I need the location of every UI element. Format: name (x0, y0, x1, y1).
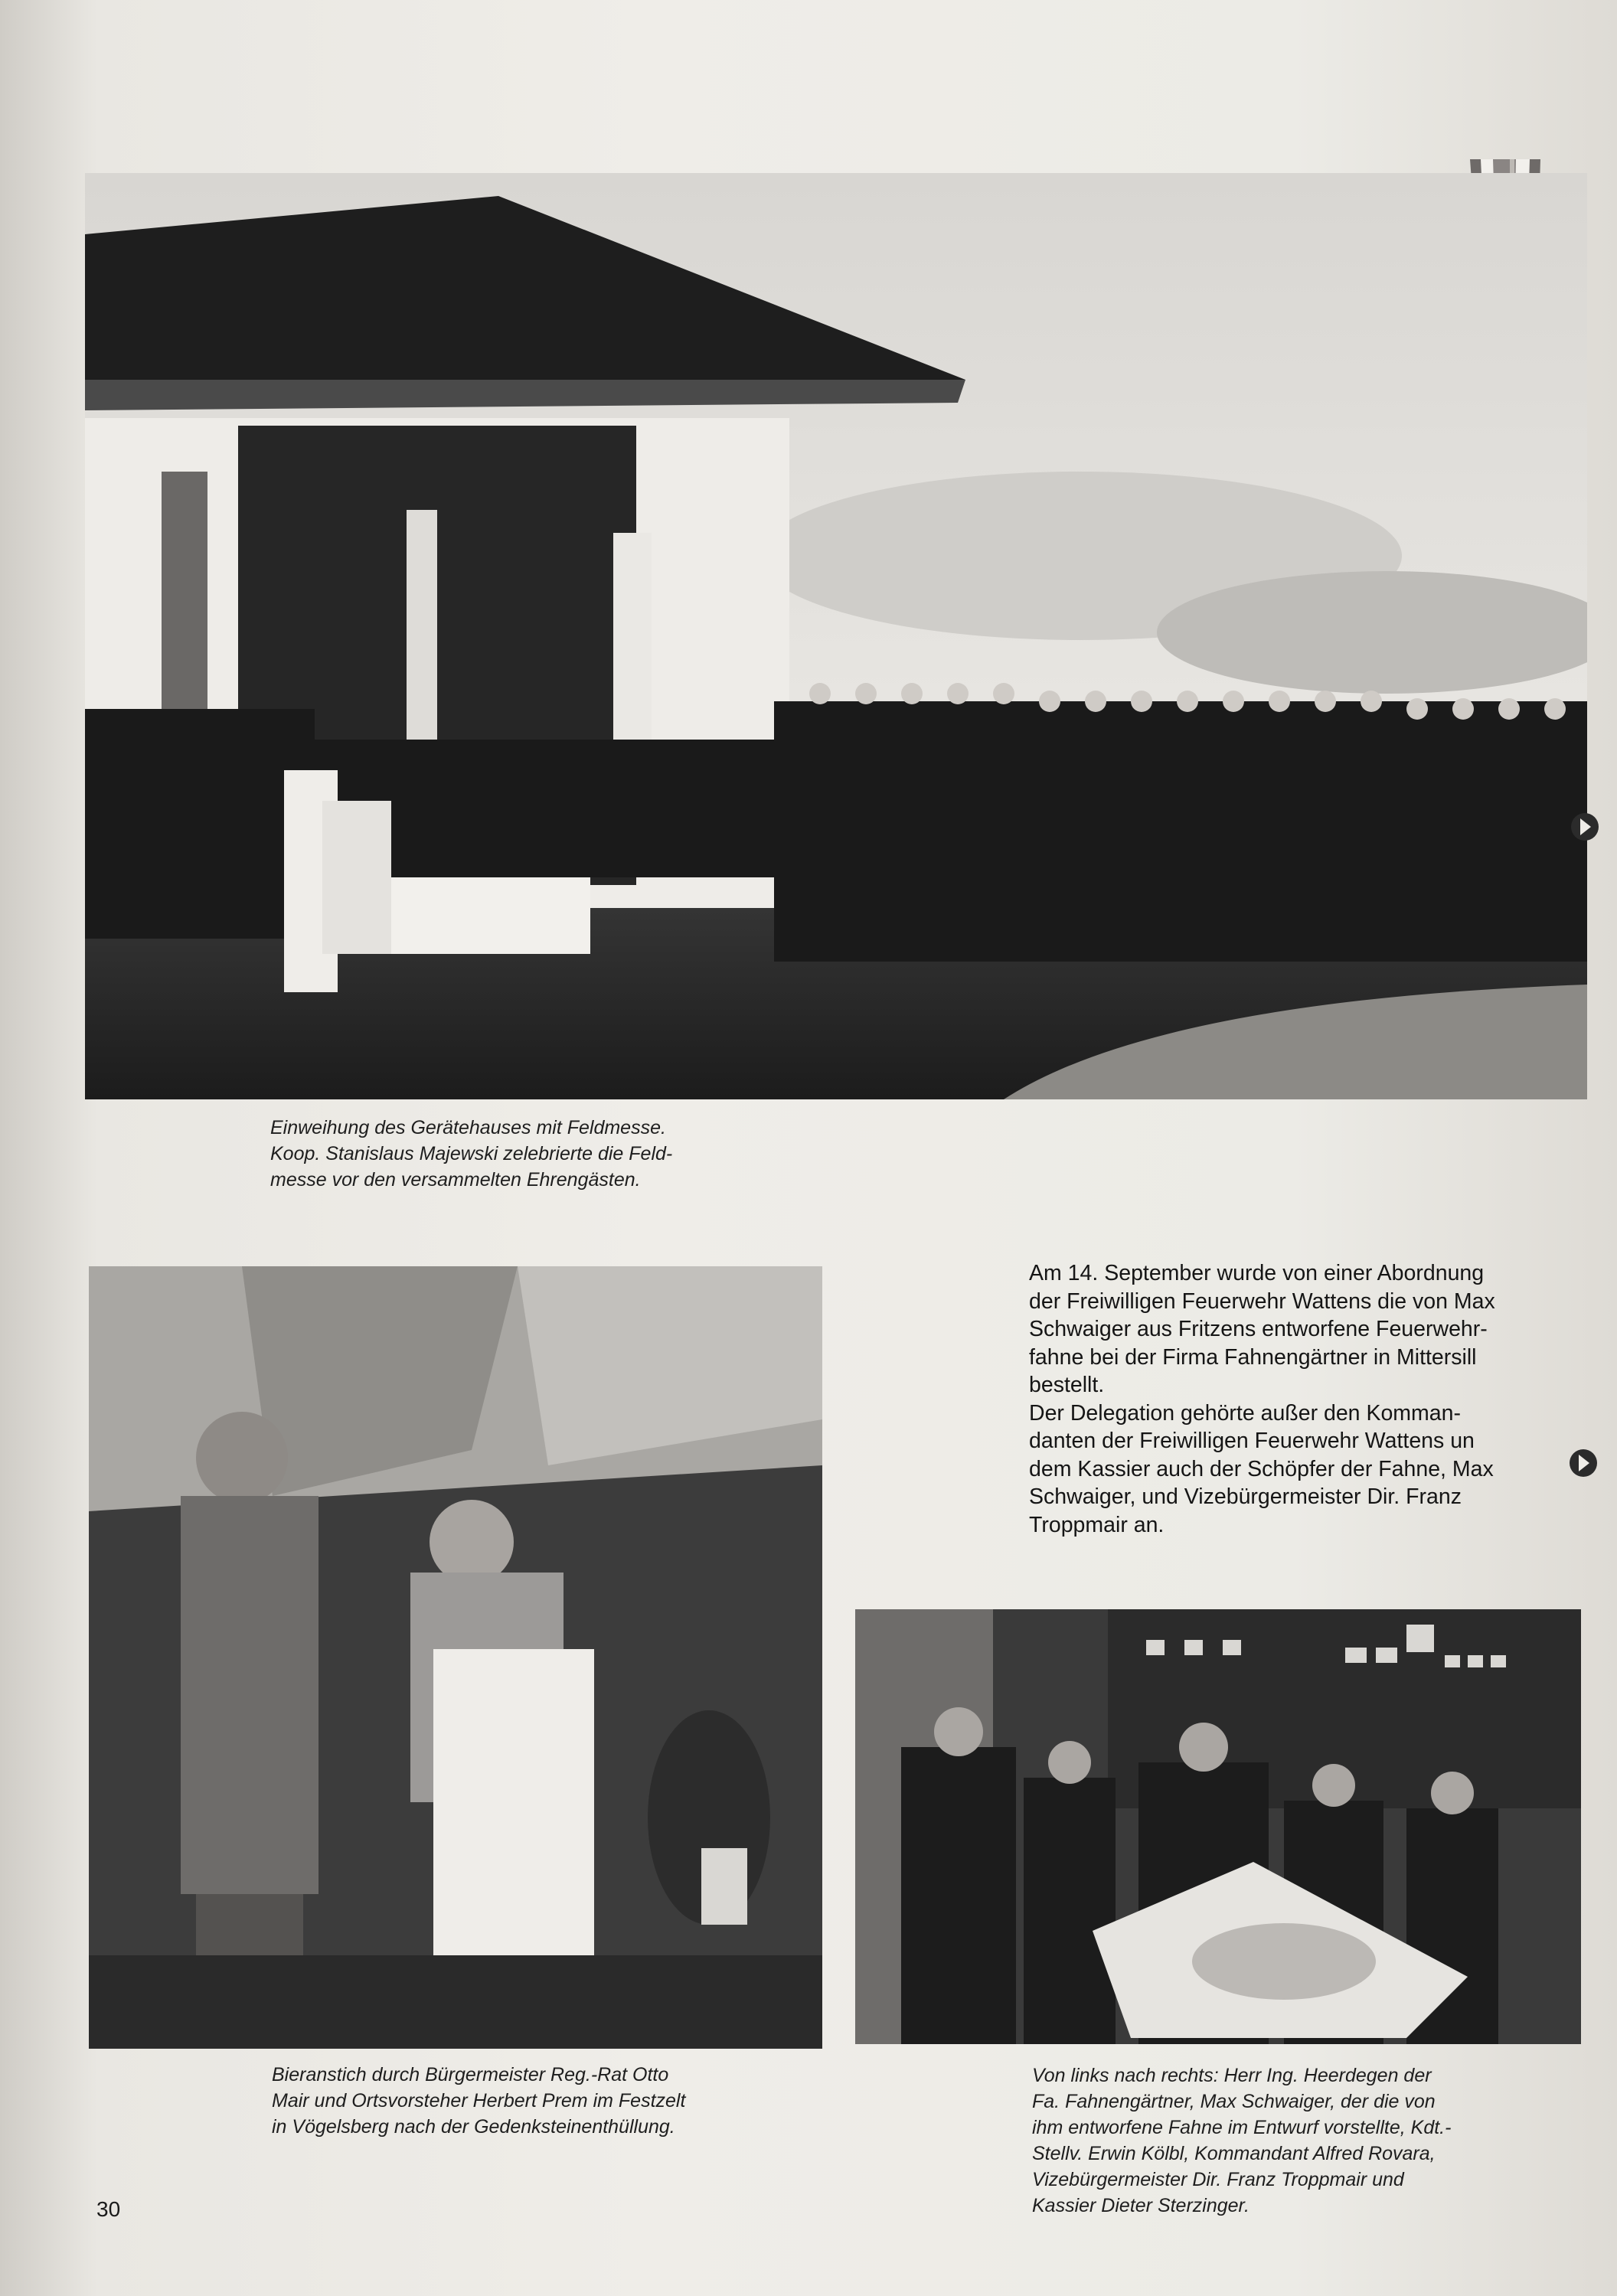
flag-presentation-image (855, 1609, 1581, 2044)
bottom-left-photo (89, 1266, 822, 2049)
article-text: Am 14. September wurde von einer Abordnung der Freiwilligen Feuerwehr Wattens die von Max Schwaiger aus Fritzens entworfene Feuerwehr- fahne bei der Firma Fahnengärtner in Mittersill bestellt. Der Delegation gehörte außer den Komman- danten der Freiwilligen Feuerwehr Wattens un dem Kassier auch der Schöpfer der Fahne, Max Schwaiger, und Vizebürgermeister Dir. Franz Troppmair an. (1029, 1261, 1495, 1537)
bottom-right-photo-caption: Von links nach rechts: Herr Ing. Heerdegen der Fa. Fahnengärtner, Max Schwaiger, der die von ihm entworfene Fahne im Entwurf vorstellte, Kdt.- Stellv. Erwin Kölbl, Kommandant Alfred Rovara, Vizebürgermeister Dir. Franz Troppmair und Kassier Dieter Sterzinger. (1032, 2065, 1452, 2216)
beer-tapping-image (89, 1266, 822, 2049)
bottom-left-photo-caption: Bieranstich durch Bürgermeister Reg.-Rat Otto Mair und Ortsvorsteher Herbert Prem im Festzelt in Vögelsberg nach der Gedenksteinenthüllung. (272, 2064, 686, 2138)
chevron-right-icon (1568, 1444, 1599, 1482)
chevron-right-icon (1570, 808, 1600, 846)
top-photo-caption: Einweihung des Gerätehauses mit Feldmesse. Koop. Stanislaus Majewski zelebrierte die Feld- messe vor den versammelten Ehrengästen. (270, 1117, 673, 1190)
field-mass-image (85, 173, 1587, 1099)
bottom-right-photo (855, 1609, 1581, 2044)
page-number: 30 (96, 2197, 121, 2221)
top-photo (85, 173, 1587, 1099)
